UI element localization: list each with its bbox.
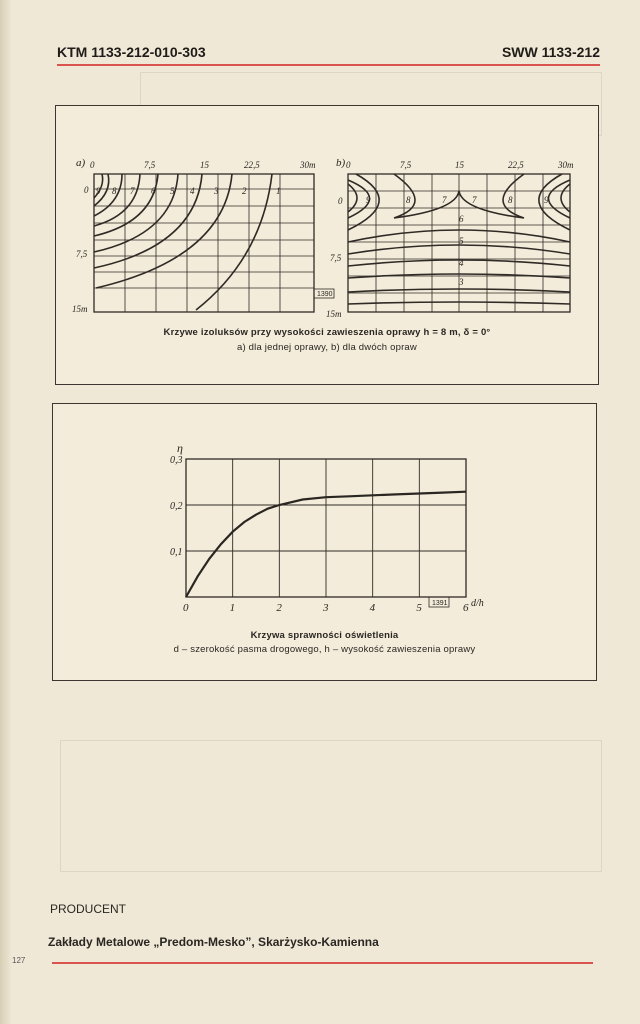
curve-label: 7 [130,186,135,196]
efficiency-caption [53,630,596,641]
chart-a-x-tick: 15 [200,160,209,170]
isolux-caption [56,327,598,338]
x-tick-label: 6 [463,602,469,614]
page-number: 127 [12,956,26,965]
chart-b-y-tick: 7,5 [330,253,342,263]
chart-a-y-tick: 0 [84,185,89,195]
curve-label: 2 [242,186,247,196]
isolux-caption-sub: a) dla jednej oprawy, b) dla dwóch opraw [237,342,417,353]
efficiency-caption-title: Krzywa sprawności oświetlenia [250,630,399,641]
y-tick-label: 0,2 [170,501,183,512]
curve-label: 5 [170,186,175,196]
sww-code: SWW 1133-212 [501,44,600,60]
producer-name: Zakłady Metalowe „Predom-Mesko”, Skarżysko-Kamienna [48,935,379,949]
chart-b-x-tick: 30m [558,160,574,170]
efficiency-figure [52,403,597,681]
producent-label: PRODUCENT [50,902,127,916]
curve-label: 5 [459,236,464,246]
x-tick-label: 3 [323,602,329,614]
x-tick-label: 4 [369,602,376,614]
y-tick-label: 0,3 [170,455,183,466]
curve-label: 8 [508,195,513,205]
curve-label: 6 [151,186,156,196]
curve-label: 1 [276,186,281,196]
chart-b-x-tick: 15 [455,160,464,170]
isolux-caption-title: Krzywe izoluksów przy wysokości zawieszenia oprawy h = 8 m, δ = 0° [163,327,491,338]
chart-a-y-tick: 7,5 [76,249,88,259]
x-tick-label: 1 [229,602,236,614]
efficiency-grid [186,459,466,597]
chart-b-x-tick: 7,5 [400,160,412,170]
isolux-chart-a [94,174,314,312]
curve-label: 8 [406,195,411,205]
footer-rule [52,962,593,964]
chart-a-x-tick: 0 [90,160,95,170]
chart-b-x-tick: 0 [346,160,351,170]
chart-a-x-tick: 30m [300,160,316,170]
ktm-code: KTM 1133-212-010-303 [57,44,206,60]
curve-label: 4 [190,186,195,196]
chart-a-y-tick: 15m [72,304,88,314]
show-through-table [60,740,602,872]
chart-a-x-tick: 7,5 [144,160,156,170]
curve-label: 3 [459,277,464,287]
x-tick-label: 0 [183,602,189,614]
curve-label: 3 [214,186,219,196]
x-tick-label: 5 [416,602,422,614]
chart-b-y-tick: 15m [326,309,342,319]
y-tick-label: 0,1 [170,547,183,558]
curve-label: 4 [459,258,464,268]
chart-a-label: a) [76,157,86,169]
svg-text:1390: 1390 [317,291,333,298]
page-edge [0,0,12,1024]
curve-label: 9 [366,195,371,205]
x-axis-label: d/h [471,598,484,609]
x-tick-label: 2 [276,602,282,614]
y-axis-label: η [177,441,183,455]
svg-text:1391: 1391 [432,600,448,607]
curve-label: 7 [442,195,447,205]
stamp-1390 [314,289,334,298]
chart-b-y-tick: 0 [338,196,343,206]
chart-a-x-tick: 22,5 [244,160,260,170]
curve-label: 6 [459,214,464,224]
stamp-1391 [429,597,449,607]
chart-b-x-tick: 22,5 [508,160,524,170]
curve-label: 9 [96,186,101,196]
efficiency-caption-sub: d – szerokość pasma drogowego, h – wysokość zawieszenia oprawy [173,644,476,655]
curve-label: 8 [112,186,117,196]
curve-label: 7 [472,195,477,205]
header-rule [57,64,600,66]
curve-label: 9 [544,195,549,205]
isolux-figure [55,105,599,385]
chart-b-label: b) [336,157,346,169]
